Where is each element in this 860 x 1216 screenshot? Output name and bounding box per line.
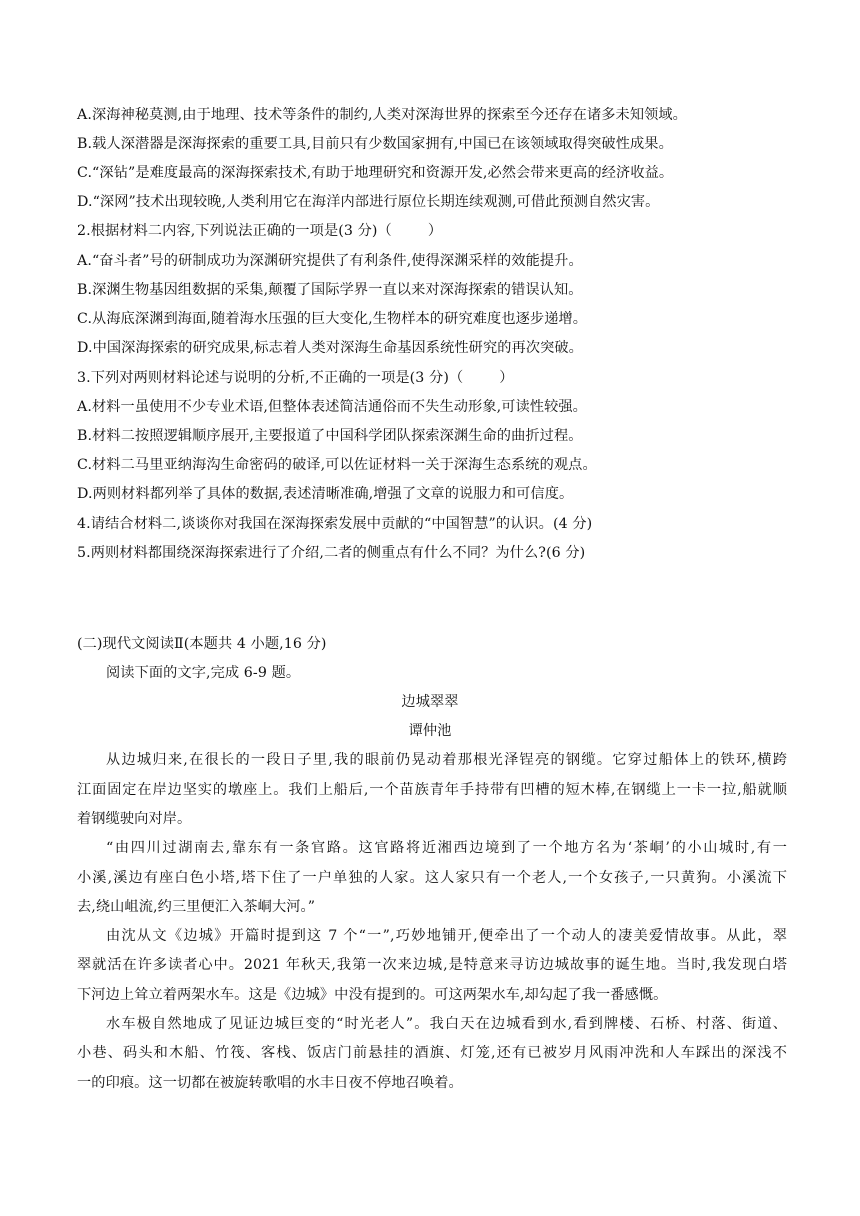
- paragraph-3-line-1: 由沈从文《边城》开篇时提到这 7 个“一”,巧妙地铺开,便牵出了一个动人的凄美爱情故事。从此，翠: [106, 928, 787, 944]
- section-instruction: 阅读下面的文字,完成 6-9 题。: [106, 665, 301, 681]
- q3-option-d: D.两则材料都列举了具体的数据,表述清晰准确,增强了文章的说服力和可信度。: [77, 486, 574, 502]
- q2-option-c: C.从海底深渊到海面,随着海水压强的巨大变化,生物样本的研究难度也逐步递增。: [77, 311, 588, 327]
- paragraph-3-line-2: 翠就活在许多读者心中。2021 年秋天,我第一次来边城,是特意来寻访边城故事的诞生地。当时,我发现白塔: [77, 957, 787, 973]
- q4-stem: 4.请结合材料二,谈谈你对我国在深海探索发展中贡献的“中国智慧”的认识。(4 分): [77, 516, 593, 532]
- q2-option-b: B.深渊生物基因组数据的采集,颠覆了国际学界一直以来对深海探索的错误认知。: [77, 282, 583, 298]
- q2-option-d: D.中国深海探索的研究成果,标志着人类对深海生命基因系统性研究的再次突破。: [77, 340, 583, 356]
- q3-option-c: C.材料二马里亚纳海沟生命密码的破译,可以佐证材料一关于深海生态系统的观点。: [77, 457, 597, 473]
- paragraph-1-line-1: 从边城归来,在很长的一段日子里,我的眼前仍晃动着那根光泽锃亮的钢缆。它穿过船体上的铁环,横跨: [106, 752, 787, 768]
- q3-stem-text: 3.下列对两则材料论述与说明的分析,不正确的一项是(3 分)（: [77, 370, 464, 386]
- q3-stem: [77, 368, 787, 388]
- paragraph-4-line-3: 一的印痕。这一切都在被旋转歌唱的水丰日夜不停地召唤着。: [77, 1075, 463, 1091]
- q1-option-b: B.载人深潜器是深海探索的重要工具,目前只有少数国家拥有,中国已在该领域取得突破性成果。: [77, 136, 673, 152]
- q3-stem-close: ）: [499, 370, 514, 386]
- paragraph-3-line-3: 下河边上耸立着两架水车。这是《边城》中没有提到的。可这两架水车,却勾起了我一番感慨。: [77, 987, 668, 1003]
- section-heading: (二)现代文阅读Ⅱ(本题共 4 小题,16 分): [77, 636, 327, 652]
- article-author: 谭仲池: [408, 723, 452, 739]
- paragraph-2-line-2: 小溪,溪边有座白色小塔,塔下住了一户单独的人家。这人家只有一个老人,一个女孩子,一只黄狗。小溪流下: [77, 870, 787, 886]
- paragraph-1-line-2: 江面固定在岸边坚实的墩座上。我们上船后,一个苗族青年手持带有凹槽的短木棒,在钢缆上一卡一拉,船就顺: [77, 782, 787, 798]
- paragraph-2-line-1: “由四川过湖南去,靠东有一条官路。这官路将近湘西边境到了一个地方名为‘茶峒’的小山城时,有一: [106, 840, 787, 856]
- q2-option-a: A.“奋斗者”号的研制成功为深渊研究提供了有利条件,使得深渊采样的效能提升。: [77, 253, 583, 269]
- q3-option-a: A.材料一虽使用不少专业术语,但整体表述简洁通俗而不失生动形象,可读性较强。: [77, 399, 587, 415]
- q2-stem-close: ）: [427, 223, 443, 239]
- q5-stem: 5.两则材料都围绕深海探索进行了介绍,二者的侧重点有什么不同？为什么?(6 分): [77, 545, 586, 561]
- q2-stem: [77, 221, 787, 241]
- q1-option-c: C.“深钻”是难度最高的深海探索技术,有助于地理研究和资源开发,必然会带来更高的经济收益。: [77, 165, 674, 181]
- q3-option-b: B.材料二按照逻辑顺序展开,主要报道了中国科学团队探索深渊生命的曲折过程。: [77, 428, 583, 444]
- q1-option-a: A.深海神秘莫测,由于地理、技术等条件的制约,人类对深海世界的探索至今还存在诸多未知领域。: [77, 107, 687, 123]
- q2-stem-text: 2.根据材料二内容,下列说法正确的一项是(3 分)（: [77, 223, 392, 239]
- paragraph-2-line-3: 去,绕山岨流,约三里便汇入茶峒大河。”: [77, 899, 316, 915]
- article-title: 边城翠翠: [401, 694, 459, 710]
- paragraph-4-line-2: 小巷、码头和木船、竹筏、客栈、饭店门前悬挂的酒旗、灯笼,还有已被岁月风雨冲洗和人车踩出的深浅不: [77, 1045, 787, 1061]
- paragraph-4-line-1: 水车极自然地成了见证边城巨变的“时光老人”。我白天在边城看到水,看到牌楼、石桥、村落、街道、: [106, 1016, 787, 1032]
- q1-option-d: D.“深网”技术出现较晚,人类利用它在海洋内部进行原位长期连续观测,可借此预测自然灾害。: [77, 194, 660, 210]
- paragraph-1-line-3: 着钢缆驶向对岸。: [77, 811, 192, 827]
